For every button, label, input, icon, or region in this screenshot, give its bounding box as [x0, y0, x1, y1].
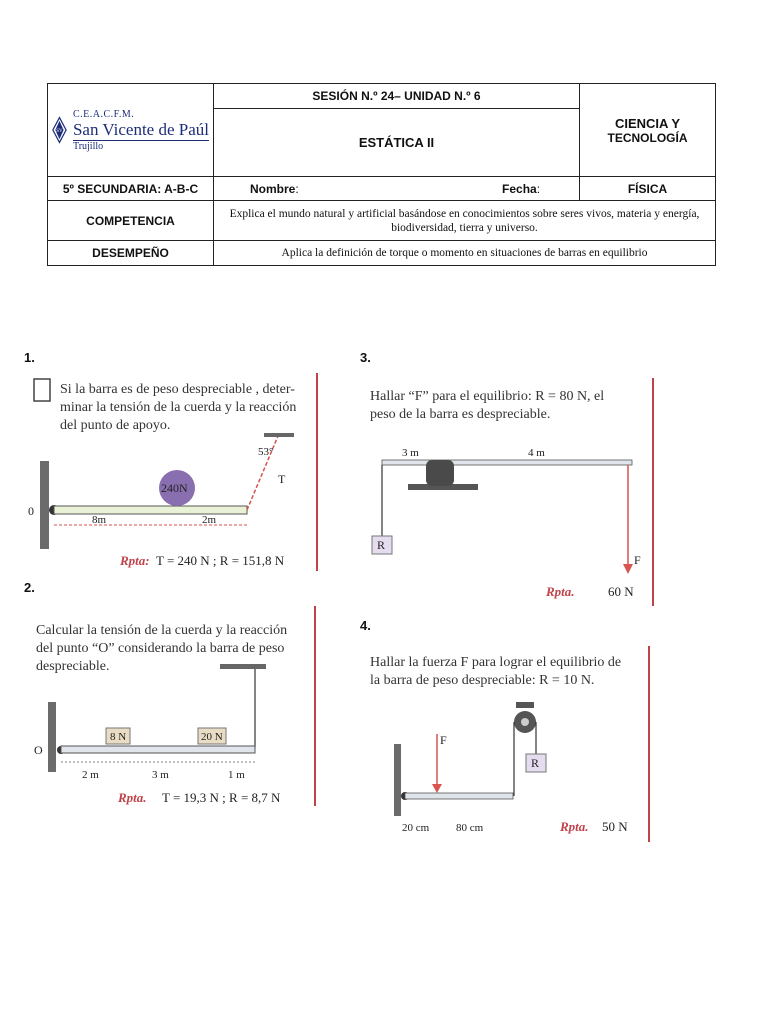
- problem-1-d2: 2m: [202, 514, 217, 526]
- area-line2: TECNOLOGÍA: [607, 130, 688, 145]
- problem-3-d1: 3 m: [402, 447, 419, 459]
- problem-1-angle: 53°: [258, 446, 274, 458]
- problem-1-text-line2: minar la tensión de la cuerda y la reacción: [60, 400, 297, 415]
- logo-acronym: C.E.A.C.F.M.: [72, 108, 135, 120]
- name-label: Nombre: [250, 181, 296, 196]
- problem-4-d1: 20 cm: [402, 822, 430, 834]
- grade-cell: 5º SECUNDARIA: A-B-C: [48, 177, 214, 201]
- problem-4-rpta-label: Rpta.: [560, 819, 589, 834]
- problem-3-support: [426, 460, 454, 486]
- problem-1-text-line1: Si la barra es de peso despreciable , deter-: [60, 382, 295, 397]
- logo-school-name: San Vicente de Paúl: [72, 119, 209, 139]
- problem-1-wall: [40, 461, 49, 549]
- problem-4-figure: [360, 646, 650, 842]
- problem-2-wall: [48, 702, 56, 772]
- problem-2-text-line2: del punto “O” considerando la barra de peso: [36, 641, 285, 656]
- problem-2-text-line3: despreciable.: [36, 659, 110, 674]
- problem-4-f: F: [440, 733, 447, 747]
- subject-cell: FÍSICA: [580, 177, 716, 201]
- problem-1-figure: [24, 373, 318, 571]
- problem-3-text-line2: peso de la barra es despreciable.: [370, 407, 551, 422]
- problem-4-bar: [405, 793, 513, 799]
- problem-4-text-line1: Hallar la fuerza F para lograr el equilibrio de: [370, 655, 622, 670]
- problem-2-number: 2.: [24, 580, 35, 595]
- area-line1: CIENCIA Y: [614, 115, 680, 131]
- date-label: Fecha: [502, 181, 537, 196]
- problem-1-bar: [54, 506, 247, 514]
- desempeno-label: DESEMPEÑO: [48, 241, 214, 266]
- school-crest-icon: [52, 98, 67, 162]
- school-logo-cell: [48, 84, 214, 177]
- competencia-label: COMPETENCIA: [48, 201, 214, 241]
- problem-2-d1: 2 m: [82, 769, 99, 781]
- problem-4-r: R: [531, 756, 540, 770]
- logo-city: Trujillo: [72, 140, 104, 152]
- session-header-table: [47, 83, 716, 266]
- topic-title: ESTÁTICA II: [214, 109, 580, 177]
- desempeno-text: Aplica la definición de torque o momento en situaciones de barras en equilibrio: [214, 241, 716, 266]
- problem-1-tension-label: T: [278, 472, 286, 486]
- problem-2-origin: O: [34, 743, 43, 757]
- problem-1-text-line3: del punto de apoyo.: [60, 418, 171, 433]
- problem-2-answer: T = 19,3 N ; R = 8,7 N: [162, 790, 281, 805]
- svg-text:SV: SV: [56, 129, 63, 135]
- problem-4-d2: 80 cm: [456, 822, 484, 834]
- problem-1-d1: 8m: [92, 514, 107, 526]
- problem-4-answer: 50 N: [602, 819, 628, 834]
- problem-4-text-line2: la barra de peso despreciable: R = 10 N.: [370, 673, 595, 688]
- problem-3-figure: [360, 378, 654, 606]
- problem-3-bar: [382, 460, 632, 465]
- problem-3-rpta-label: Rpta.: [546, 584, 575, 599]
- problem-2-d3: 1 m: [228, 769, 245, 781]
- problem-2-rpta-label: Rpta.: [118, 790, 147, 805]
- problem-3-answer: 60 N: [608, 584, 634, 599]
- problem-3-f: F: [634, 553, 641, 567]
- area-cell: [580, 84, 716, 177]
- problem-3-number: 3.: [360, 350, 371, 365]
- competencia-text: Explica el mundo natural y artificial basándose en conocimientos sobre seres vivos, materia y energía, biodiversidad, tierra y universo.: [214, 201, 716, 241]
- name-date-cell: Nombre: Fecha:: [214, 177, 580, 201]
- problem-2-text-line1: Calcular la tensión de la cuerda y la reacción: [36, 623, 288, 638]
- problem-3-r: R: [377, 538, 386, 552]
- session-title: SESIÓN N.º 24– UNIDAD N.º 6: [214, 84, 580, 109]
- problem-1-rpta-label: Rpta:: [120, 553, 150, 568]
- problem-2-d2: 3 m: [152, 769, 169, 781]
- problem-1-origin: 0: [28, 504, 34, 518]
- problem-1-answer: T = 240 N ; R = 151,8 N: [156, 553, 285, 568]
- problem-1-ceiling: [264, 433, 294, 437]
- problem-2-bar: [61, 746, 255, 753]
- problem-2-w2: 20 N: [201, 731, 223, 743]
- problem-4-number: 4.: [360, 618, 371, 633]
- problem-3-text-line1: Hallar “F” para el equilibrio: R = 80 N, el: [370, 389, 605, 404]
- problem-2-figure: [24, 606, 316, 806]
- problem-1-weight: 240N: [161, 481, 188, 495]
- problem-4-wall: [394, 744, 401, 816]
- problem-1-number: 1.: [24, 350, 35, 365]
- problem-2-ceiling: [220, 664, 266, 669]
- problem-3-d2: 4 m: [528, 447, 545, 459]
- problem-2-w1: 8 N: [110, 731, 127, 743]
